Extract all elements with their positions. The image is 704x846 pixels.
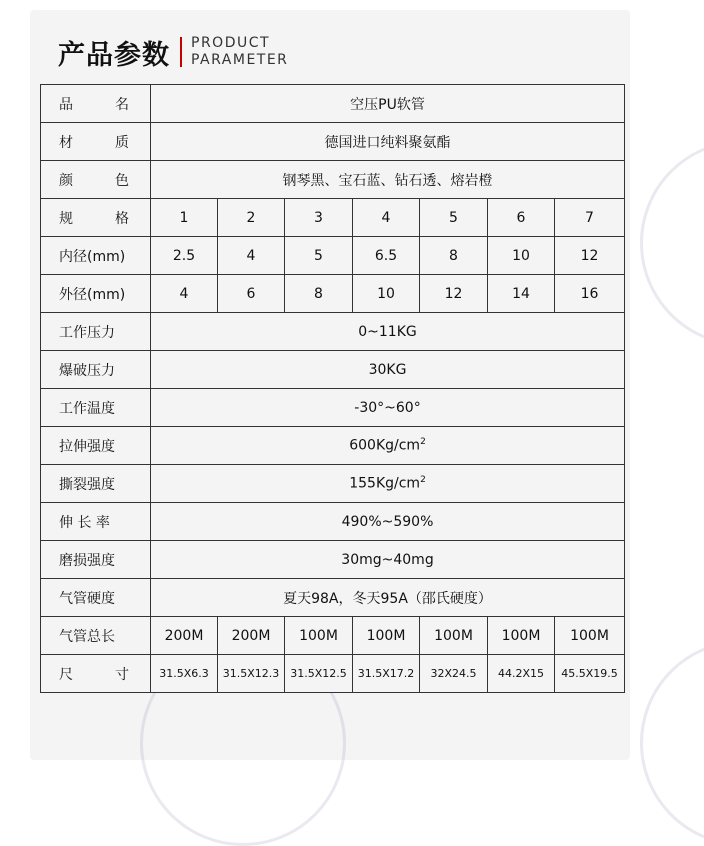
- table-row-outer-diameter: [41, 275, 625, 313]
- row-value: -30°~60°: [151, 389, 625, 427]
- row-value: [151, 427, 625, 465]
- row-label: 内径(mm): [41, 237, 151, 275]
- table-row-size: [41, 655, 625, 693]
- row-label: 伸 长 率: [41, 503, 151, 541]
- table-cell: 1: [151, 199, 218, 237]
- page-subtitle: [191, 35, 288, 69]
- title-divider: [180, 37, 182, 67]
- value-superscript: 2: [420, 437, 426, 448]
- value-text: 155Kg/cm: [349, 475, 421, 492]
- parameter-table: [40, 84, 625, 693]
- row-label-char: 寸: [115, 666, 129, 683]
- table-row-name: [41, 85, 625, 123]
- table-row-tensile: [41, 427, 625, 465]
- table-cell: 5: [285, 237, 353, 275]
- subtitle-line-2: PARAMETER: [191, 52, 289, 68]
- value-superscript: 2: [420, 475, 426, 486]
- table-cell: 5: [420, 199, 488, 237]
- table-cell: 45.5X19.5: [555, 655, 625, 693]
- row-value: [151, 465, 625, 503]
- table-cell: 200M: [218, 617, 285, 655]
- table-cell: 6: [488, 199, 555, 237]
- table-cell: 8: [285, 275, 353, 313]
- row-label: 气管硬度: [41, 579, 151, 617]
- table-cell: 44.2X15: [488, 655, 555, 693]
- row-label: 气管总长: [41, 617, 151, 655]
- table-cell: 31.5X6.3: [151, 655, 218, 693]
- row-label: [41, 161, 151, 199]
- row-label-char: 尺: [59, 666, 73, 683]
- table-cell: 4: [218, 237, 285, 275]
- row-label: 外径(mm): [41, 275, 151, 313]
- row-value: 钢琴黑、宝石蓝、钻石透、熔岩橙: [151, 161, 625, 199]
- table-cell: 100M: [555, 617, 625, 655]
- table-cell: 4: [151, 275, 218, 313]
- table-cell: 10: [353, 275, 420, 313]
- row-label-char: 色: [115, 172, 129, 189]
- row-label: 工作压力: [41, 313, 151, 351]
- row-value: 夏天98A，冬天95A（邵氏硬度）: [151, 579, 625, 617]
- table-cell: 31.5X12.5: [285, 655, 353, 693]
- row-label-char: 名: [115, 96, 129, 113]
- table-row-tear: [41, 465, 625, 503]
- watermark-seal: [640, 140, 704, 346]
- table-row-temperature: [41, 389, 625, 427]
- row-label: [41, 655, 151, 693]
- row-label: 撕裂强度: [41, 465, 151, 503]
- row-label-char: 颜: [59, 172, 73, 189]
- row-label-char: 品: [59, 96, 73, 113]
- table-row-spec: [41, 199, 625, 237]
- row-value: 0~11KG: [151, 313, 625, 351]
- table-cell: 7: [555, 199, 625, 237]
- table-cell: 14: [488, 275, 555, 313]
- table-cell: 10: [488, 237, 555, 275]
- row-label-char: 规: [59, 210, 73, 227]
- table-cell: 4: [353, 199, 420, 237]
- table-cell: 12: [555, 237, 625, 275]
- table-row-burst: [41, 351, 625, 389]
- table-cell: 31.5X12.3: [218, 655, 285, 693]
- row-value: 490%~590%: [151, 503, 625, 541]
- row-label-char: 质: [115, 134, 129, 151]
- table-cell: 100M: [285, 617, 353, 655]
- table-row-color: [41, 161, 625, 199]
- table-cell: 31.5X17.2: [353, 655, 420, 693]
- row-label: 爆破压力: [41, 351, 151, 389]
- value-text: 600Kg/cm: [349, 437, 421, 454]
- table-cell: 2: [218, 199, 285, 237]
- table-row-elongation: [41, 503, 625, 541]
- row-label-char: 格: [115, 210, 129, 227]
- table-cell: 3: [285, 199, 353, 237]
- table-cell: 2.5: [151, 237, 218, 275]
- watermark-seal: [640, 640, 704, 846]
- table-cell: 32X24.5: [420, 655, 488, 693]
- row-label: 拉伸强度: [41, 427, 151, 465]
- row-value: 空压PU软管: [151, 85, 625, 123]
- table-row-hardness: [41, 579, 625, 617]
- table-cell: 100M: [488, 617, 555, 655]
- row-value: 30KG: [151, 351, 625, 389]
- table-row-length: [41, 617, 625, 655]
- table-cell: 6: [218, 275, 285, 313]
- row-value: 30mg~40mg: [151, 541, 625, 579]
- table-row-material: [41, 123, 625, 161]
- table-row-pressure: [41, 313, 625, 351]
- table-cell: 6.5: [353, 237, 420, 275]
- row-label: [41, 85, 151, 123]
- subtitle-line-1: PRODUCT: [191, 35, 271, 51]
- table-cell: 100M: [420, 617, 488, 655]
- table-cell: 12: [420, 275, 488, 313]
- table-cell: 200M: [151, 617, 218, 655]
- table-cell: 100M: [353, 617, 420, 655]
- table-row-inner-diameter: [41, 237, 625, 275]
- section-header: [58, 30, 288, 74]
- table-row-abrasion: [41, 541, 625, 579]
- page-title: 产品参数: [58, 39, 170, 71]
- row-label: [41, 123, 151, 161]
- row-label: 工作温度: [41, 389, 151, 427]
- row-value: 德国进口纯料聚氨酯: [151, 123, 625, 161]
- row-label: [41, 199, 151, 237]
- table-cell: 16: [555, 275, 625, 313]
- row-label: 磨损强度: [41, 541, 151, 579]
- table-cell: 8: [420, 237, 488, 275]
- row-label-char: 材: [59, 134, 73, 151]
